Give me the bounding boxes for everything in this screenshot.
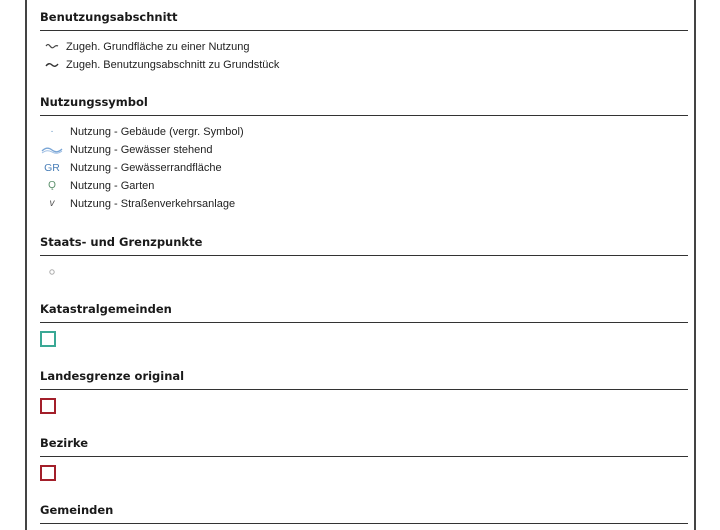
katastralgemeinden-swatch: [40, 331, 56, 347]
section-benutzungsabschnitt: [40, 8, 688, 71]
legend-item-label: Nutzung - Gewässerrandfläche: [70, 162, 222, 174]
section-heading: Katastralgemeinden: [40, 300, 688, 323]
v-icon: v: [49, 198, 55, 209]
garden-icon: Ǫ: [48, 180, 56, 191]
legend-item-label: Zugeh. Grundfläche zu einer Nutzung: [66, 41, 250, 53]
legend-item: [40, 159, 440, 177]
wave-s-icon: [40, 38, 64, 56]
small-circle-icon: [40, 263, 64, 281]
legend-item-label: Nutzung - Gebäude (vergr. Symbol): [70, 126, 244, 138]
right-frame-border: [694, 0, 696, 530]
section-heading: Bezirke: [40, 434, 688, 457]
legend-item: [40, 141, 440, 159]
section-katastralgemeinden: [40, 300, 688, 323]
section-staats-grenzpunkte: [40, 233, 688, 256]
tilde-icon: [40, 56, 64, 74]
water-wave-icon: [40, 141, 64, 159]
section-bezirke: [40, 434, 688, 457]
legend-item: [40, 123, 440, 141]
landesgrenze-swatch: [40, 398, 56, 414]
legend-item-label: Nutzung - Garten: [70, 180, 155, 192]
dot-icon: ·: [50, 126, 54, 137]
legend-item: [40, 263, 70, 281]
legend-item-label: Nutzung - Gewässer stehend: [70, 144, 213, 156]
section-heading: Benutzungsabschnitt: [40, 8, 688, 31]
section-landesgrenze: [40, 367, 688, 390]
legend-item: [40, 195, 440, 213]
section-heading: Staats- und Grenzpunkte: [40, 233, 688, 256]
legend-item-label: Nutzung - Straßenverkehrsanlage: [70, 198, 236, 210]
section-nutzungssymbol: [40, 93, 688, 210]
section-heading: Gemeinden: [40, 501, 688, 524]
legend-item: [40, 38, 440, 56]
legend-item: [40, 56, 440, 74]
section-gemeinden: [40, 501, 688, 524]
gr-text-icon: GR: [44, 162, 60, 174]
left-frame-border: [25, 0, 27, 530]
section-heading: Nutzungssymbol: [40, 93, 688, 116]
legend-item: [40, 177, 440, 195]
section-heading: Landesgrenze original: [40, 367, 688, 390]
bezirke-swatch: [40, 465, 56, 481]
legend-item-label: Zugeh. Benutzungsabschnitt zu Grundstück: [66, 59, 280, 71]
